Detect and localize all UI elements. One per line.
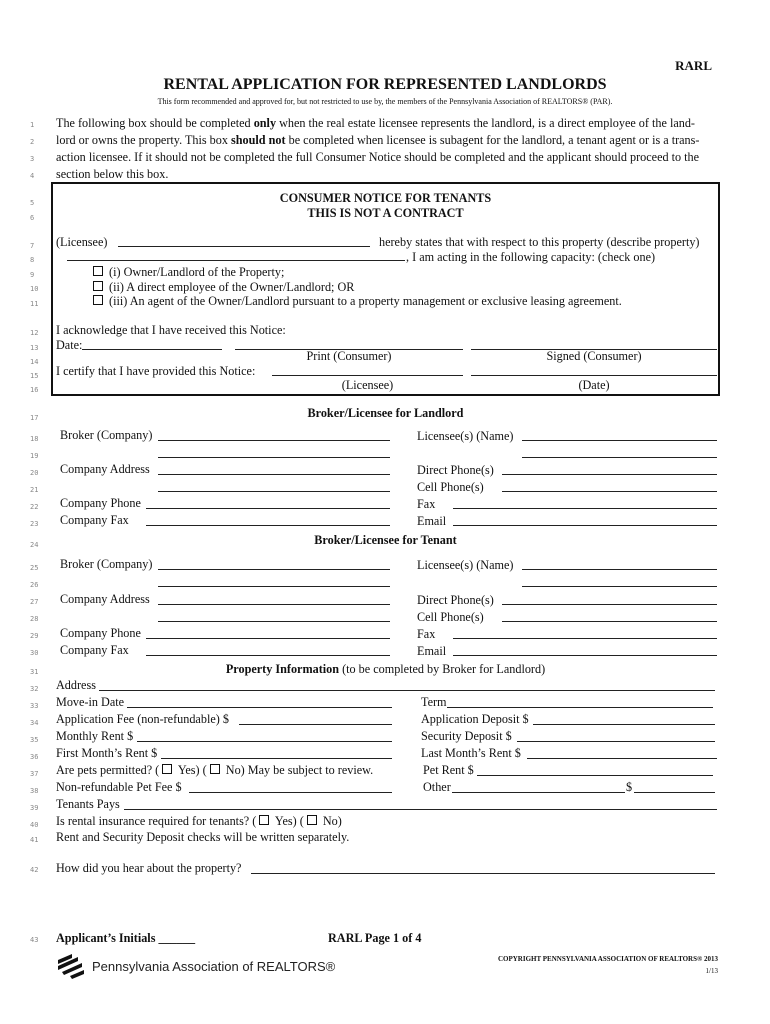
line-number: 36 bbox=[30, 753, 39, 761]
line-number: 19 bbox=[30, 452, 39, 460]
tenant-address-field[interactable] bbox=[158, 604, 390, 605]
option-employee[interactable]: (ii) A direct employee of the Owner/Landlord; OR bbox=[90, 280, 354, 295]
line-number: 22 bbox=[30, 503, 39, 511]
licensee-name-field[interactable] bbox=[118, 246, 370, 247]
checkbox-icon[interactable] bbox=[93, 281, 103, 291]
line-number: 29 bbox=[30, 632, 39, 640]
pet-fee-field[interactable] bbox=[189, 792, 392, 793]
monthly-rent-field[interactable] bbox=[137, 741, 392, 742]
property-section-heading: Property Information (to be completed by Broker for Landlord) bbox=[225, 662, 546, 676]
landlord-email-field[interactable] bbox=[453, 525, 717, 526]
move-in-field[interactable] bbox=[127, 707, 392, 708]
landlord-address-field[interactable] bbox=[158, 474, 390, 475]
app-deposit-label: Application Deposit $ bbox=[421, 712, 529, 726]
tenant-direct-phone-field[interactable] bbox=[502, 604, 717, 605]
landlord-broker-field-2[interactable] bbox=[158, 457, 390, 458]
landlord-broker-label: Broker (Company) bbox=[60, 428, 153, 442]
tenant-email-label: Email bbox=[417, 644, 447, 658]
line-number: 40 bbox=[30, 821, 39, 829]
line-number: 13 bbox=[30, 344, 39, 352]
hear-about-label: How did you hear about the property? bbox=[56, 861, 242, 875]
certify-date-field[interactable] bbox=[471, 375, 717, 376]
checkbox-icon[interactable] bbox=[93, 295, 103, 305]
line-number: 17 bbox=[30, 414, 39, 422]
checks-note: Rent and Security Deposit checks will be written separately. bbox=[56, 830, 350, 844]
line-number: 31 bbox=[30, 668, 39, 676]
property-description-field[interactable] bbox=[67, 260, 405, 261]
line-number: 21 bbox=[30, 486, 39, 494]
term-field[interactable] bbox=[447, 707, 713, 708]
line-number: 12 bbox=[30, 329, 39, 337]
tenant-email-field[interactable] bbox=[453, 655, 717, 656]
landlord-cell-phone-label: Cell Phone(s) bbox=[417, 480, 484, 494]
pets-no-checkbox[interactable] bbox=[210, 764, 220, 774]
line-number: 37 bbox=[30, 770, 39, 778]
line-number: 35 bbox=[30, 736, 39, 744]
line-number: 5 bbox=[30, 199, 35, 207]
insurance-question: Is rental insurance required for tenants? ( Yes) ( No) bbox=[56, 814, 342, 828]
line-number: 27 bbox=[30, 598, 39, 606]
landlord-fax-field[interactable] bbox=[453, 508, 717, 509]
intro-paragraph bbox=[56, 115, 718, 183]
first-month-label: First Month’s Rent $ bbox=[56, 746, 158, 760]
last-month-field[interactable] bbox=[527, 758, 717, 759]
hear-about-field[interactable] bbox=[251, 873, 715, 874]
tenant-section-heading: Broker/Licensee for Tenant bbox=[314, 533, 457, 547]
page-title: RENTAL APPLICATION FOR REPRESENTED LANDLORDS bbox=[163, 76, 607, 93]
acknowledge-text: I acknowledge that I have received this Notice: bbox=[56, 323, 286, 337]
app-deposit-field[interactable] bbox=[533, 724, 715, 725]
line-number: 20 bbox=[30, 469, 39, 477]
capacity-text: , I am acting in the following capacity: (check one) bbox=[406, 250, 656, 264]
last-month-label: Last Month’s Rent $ bbox=[421, 746, 521, 760]
insurance-yes-checkbox[interactable] bbox=[259, 815, 269, 825]
tenant-licensee-field[interactable] bbox=[522, 569, 717, 570]
licensee-label: (Licensee) bbox=[56, 235, 108, 249]
line-number: 39 bbox=[30, 804, 39, 812]
tenant-address-field-2[interactable] bbox=[158, 621, 390, 622]
line-number: 11 bbox=[30, 300, 39, 308]
line-number: 25 bbox=[30, 564, 39, 572]
tenants-pays-field[interactable] bbox=[124, 809, 717, 810]
intro-line-4: section below this box. bbox=[56, 167, 169, 181]
security-deposit-field[interactable] bbox=[517, 741, 715, 742]
line-number: 2 bbox=[30, 138, 35, 146]
other-description-field[interactable] bbox=[452, 792, 625, 793]
landlord-licensee-field[interactable] bbox=[522, 440, 717, 441]
signed-consumer-caption: Signed (Consumer) bbox=[546, 349, 642, 363]
page-subtitle: This form recommended and approved for, but not restricted to use by, the members of the Pennsylvania Association of REALTORS® (PAR). bbox=[157, 97, 613, 106]
insurance-no-checkbox[interactable] bbox=[307, 815, 317, 825]
pet-rent-field[interactable] bbox=[477, 775, 713, 776]
move-in-label: Move-in Date bbox=[56, 695, 125, 709]
landlord-licensee-label: Licensee(s) (Name) bbox=[417, 429, 514, 443]
line-number: 34 bbox=[30, 719, 39, 727]
landlord-direct-phone-label: Direct Phone(s) bbox=[417, 463, 494, 477]
tenant-fax-field[interactable] bbox=[453, 638, 717, 639]
landlord-email-label: Email bbox=[417, 514, 447, 528]
intro-line-1: The following box should be completed only when the real estate licensee represents the landlord, is a direct employee of the land- bbox=[56, 116, 695, 130]
term-label: Term bbox=[421, 695, 447, 709]
line-number: 18 bbox=[30, 435, 39, 443]
line-number: 16 bbox=[30, 386, 39, 394]
tenant-direct-phone-label: Direct Phone(s) bbox=[417, 593, 494, 607]
tenant-licensee-label: Licensee(s) (Name) bbox=[417, 558, 514, 572]
address-field[interactable] bbox=[99, 690, 715, 691]
notice-heading-2: THIS IS NOT A CONTRACT bbox=[307, 206, 464, 220]
line-number: 1 bbox=[30, 121, 35, 129]
line-number: 43 bbox=[30, 936, 39, 944]
landlord-broker-field[interactable] bbox=[158, 440, 390, 441]
par-logo-icon bbox=[56, 952, 86, 980]
checkbox-icon[interactable] bbox=[93, 266, 103, 276]
tenant-company-fax-field[interactable] bbox=[146, 655, 390, 656]
tenant-cell-phone-field[interactable] bbox=[502, 621, 717, 622]
form-code: RARL bbox=[675, 58, 712, 73]
option-owner[interactable]: (i) Owner/Landlord of the Property; bbox=[90, 265, 284, 280]
landlord-address-field-2[interactable] bbox=[158, 491, 390, 492]
line-number: 41 bbox=[30, 836, 39, 844]
intro-line-3: action licensee. If it should not be completed the full Consumer Notice should be completed and the applicant should proceed to the bbox=[56, 150, 700, 164]
line-number: 8 bbox=[30, 256, 35, 264]
landlord-company-fax-field[interactable] bbox=[146, 525, 390, 526]
landlord-cell-phone-field[interactable] bbox=[502, 491, 717, 492]
tenant-cell-phone-label: Cell Phone(s) bbox=[417, 610, 484, 624]
other-label: Other bbox=[423, 780, 451, 794]
tenant-fax-label: Fax bbox=[417, 627, 436, 641]
line-number: 42 bbox=[30, 866, 39, 874]
licensee-caption: (Licensee) bbox=[341, 378, 394, 392]
states-text: hereby states that with respect to this property (describe property) bbox=[379, 235, 700, 249]
copyright: COPYRIGHT PENNSYLVANIA ASSOCIATION OF REALTORS® 2013 bbox=[497, 955, 718, 963]
date-label: Date: bbox=[56, 338, 83, 352]
page-number: RARL Page 1 of 4 bbox=[328, 931, 422, 945]
pets-yes-checkbox[interactable] bbox=[162, 764, 172, 774]
tenants-pays-label: Tenants Pays bbox=[56, 797, 120, 811]
line-number: 6 bbox=[30, 214, 35, 222]
option-agent[interactable]: (iii) An agent of the Owner/Landlord pursuant to a property management or exclusive leasing agreement. bbox=[90, 294, 622, 309]
print-consumer-caption: Print (Consumer) bbox=[306, 349, 392, 363]
tenant-broker-field-2[interactable] bbox=[158, 586, 390, 587]
landlord-address-label: Company Address bbox=[60, 462, 150, 476]
landlord-direct-phone-field[interactable] bbox=[502, 474, 717, 475]
app-fee-label: Application Fee (non-refundable) $ bbox=[56, 712, 229, 726]
app-fee-field[interactable] bbox=[239, 724, 392, 725]
line-number: 32 bbox=[30, 685, 39, 693]
address-label: Address bbox=[56, 678, 96, 692]
line-number: 28 bbox=[30, 615, 39, 623]
tenant-company-phone-label: Company Phone bbox=[60, 626, 141, 640]
security-deposit-label: Security Deposit $ bbox=[421, 729, 512, 743]
tenant-licensee-field-2[interactable] bbox=[522, 586, 717, 587]
notice-heading-1: CONSUMER NOTICE FOR TENANTS bbox=[279, 191, 492, 205]
tenant-address-label: Company Address bbox=[60, 592, 150, 606]
landlord-licensee-field-2[interactable] bbox=[522, 457, 717, 458]
date-caption: (Date) bbox=[578, 378, 610, 392]
line-number: 38 bbox=[30, 787, 39, 795]
pet-fee-label: Non-refundable Pet Fee $ bbox=[56, 780, 182, 794]
landlord-section-heading: Broker/Licensee for Landlord bbox=[307, 406, 464, 420]
line-number: 26 bbox=[30, 581, 39, 589]
line-number: 14 bbox=[30, 358, 39, 366]
line-number: 30 bbox=[30, 649, 39, 657]
line-number: 24 bbox=[30, 541, 39, 549]
tenant-company-phone-field[interactable] bbox=[146, 638, 390, 639]
line-number: 33 bbox=[30, 702, 39, 710]
other-amount-field[interactable] bbox=[634, 792, 715, 793]
landlord-company-fax-label: Company Fax bbox=[60, 513, 129, 527]
first-month-field[interactable] bbox=[161, 758, 392, 759]
line-number: 4 bbox=[30, 172, 35, 180]
revision-date: 1/13 bbox=[705, 967, 718, 975]
tenant-company-fax-label: Company Fax bbox=[60, 643, 129, 657]
landlord-company-phone-label: Company Phone bbox=[60, 496, 141, 510]
line-number: 23 bbox=[30, 520, 39, 528]
ack-date-field[interactable] bbox=[82, 349, 222, 350]
monthly-rent-label: Monthly Rent $ bbox=[56, 729, 134, 743]
intro-line-2: lord or owns the property. This box should not be completed when licensee is subagent for the landlord, a tenant agent or is a trans- bbox=[56, 133, 700, 147]
par-logo-text: Pennsylvania Association of REALTORS® bbox=[92, 959, 336, 974]
line-number: 7 bbox=[30, 242, 35, 250]
applicant-initials: Applicant’s Initials ______ bbox=[56, 931, 196, 945]
pets-question: Are pets permitted? ( Yes) ( No) May be subject to review. bbox=[56, 763, 374, 777]
certify-text: I certify that I have provided this Notice: bbox=[56, 364, 256, 378]
tenant-broker-label: Broker (Company) bbox=[60, 557, 153, 571]
licensee-signature-field[interactable] bbox=[272, 375, 463, 376]
pet-rent-label: Pet Rent $ bbox=[423, 763, 474, 777]
line-number: 15 bbox=[30, 372, 39, 380]
landlord-company-phone-field[interactable] bbox=[146, 508, 390, 509]
landlord-fax-label: Fax bbox=[417, 497, 436, 511]
line-number: 3 bbox=[30, 155, 35, 163]
line-number: 9 bbox=[30, 271, 35, 279]
tenant-broker-field[interactable] bbox=[158, 569, 390, 570]
line-number: 10 bbox=[30, 285, 39, 293]
other-dollar-sign: $ bbox=[626, 780, 633, 794]
